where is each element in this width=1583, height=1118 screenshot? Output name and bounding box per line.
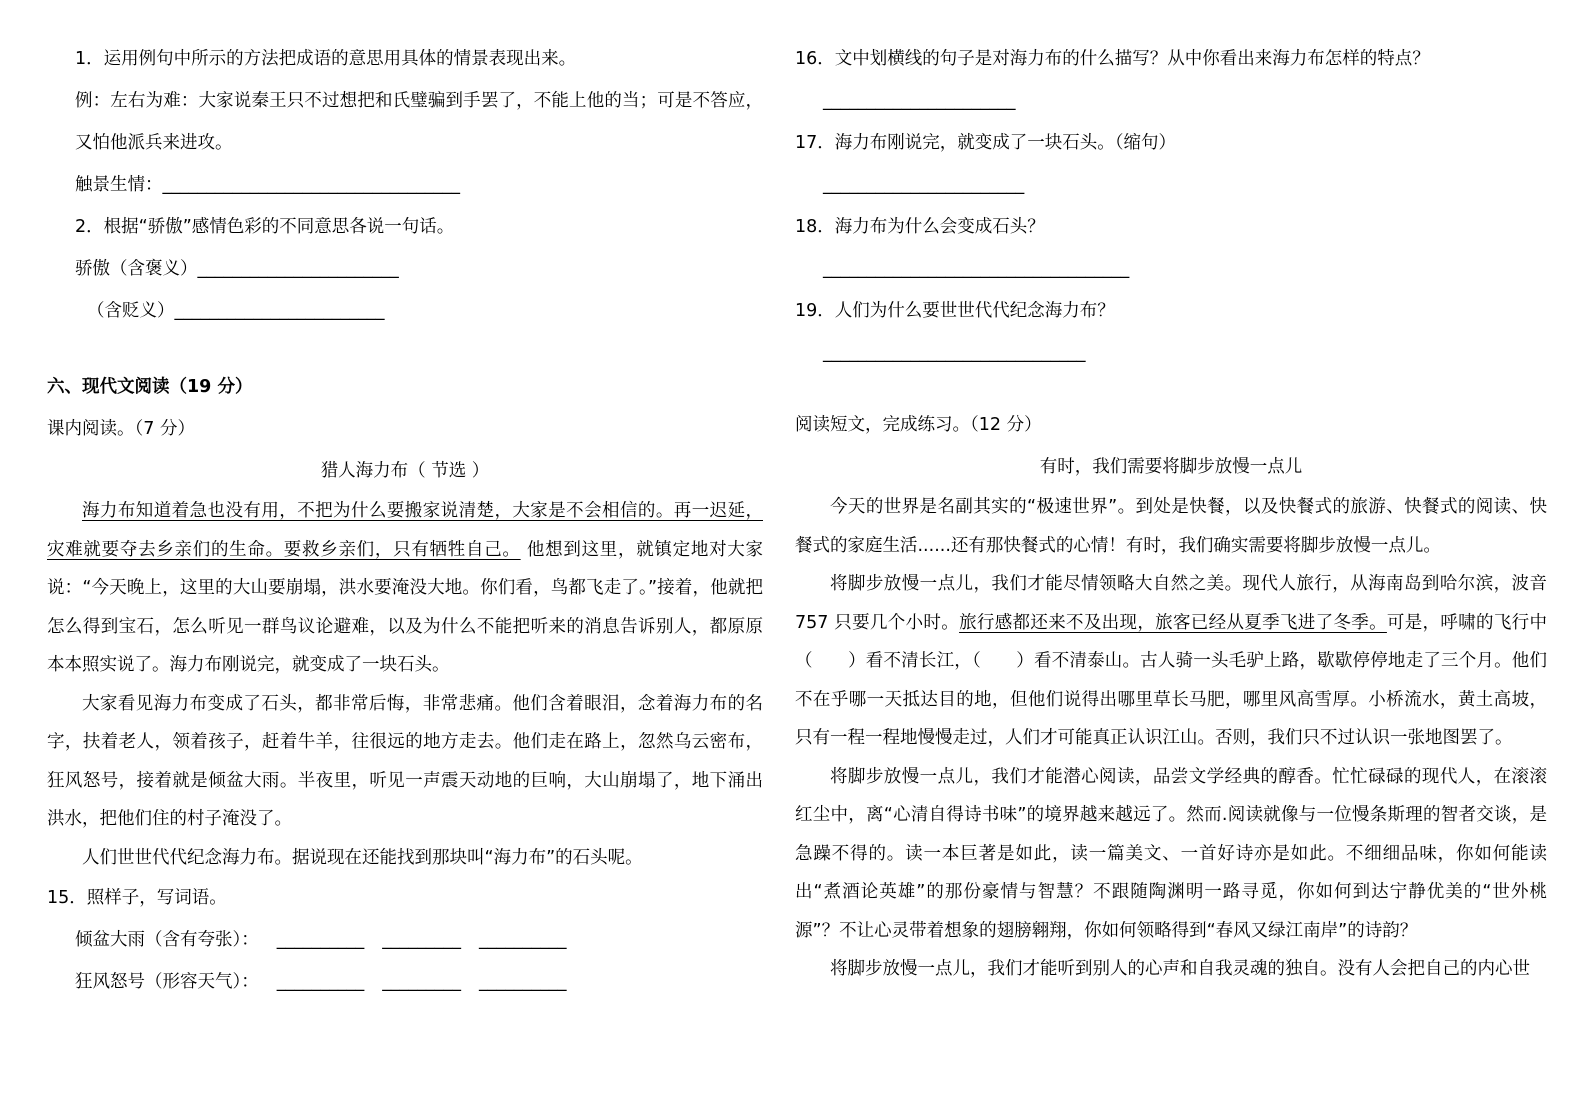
passage-title-hailibu: 猎人海力布（ 节选 ） — [320, 461, 490, 481]
question-18-answer-row — [795, 248, 1547, 290]
paragraph-text: 他想到这里，就镇定地对大家说：“今天晚上，这里的大山要崩塌，洪水要淹没大地。你们看，鸟都飞走了。”接着，他就把怎么得到宝石，怎么听见一群鸟议论避难，以及为什么不能把听来的消息告诉别人，都原原本本照实说了。海力布刚说完，就变成了一块石头。 — [47, 539, 763, 675]
right-column — [795, 38, 1547, 989]
answer-blank: _______________________ — [197, 259, 399, 279]
paragraph-text: 将脚步放慢一点儿，我们才能尽情领略大自然之美。现代人旅行，从海南岛到哈尔滨，波音757 只要几个小时。 — [795, 574, 1547, 633]
left-column — [47, 38, 763, 1003]
question-1-answer-row — [47, 164, 763, 206]
answer-blank: _________ — [382, 972, 461, 992]
question-18-text: 18．海力布为什么会变成石头？ — [795, 217, 1045, 237]
section-heading-modern-reading: 六、现代文阅读（19 分） — [47, 377, 253, 397]
passage-title-slow-down: 有时，我们需要将脚步放慢一点儿 — [1039, 457, 1303, 477]
answer-blank: ______________________ — [823, 91, 1016, 111]
question-15-item-1 — [47, 919, 763, 961]
answer-blank: __________________________________ — [162, 175, 460, 195]
underlined-sentence: 海力布知道着急也没有用，不把为什么要搬家说清楚，大家是不会相信的。再一迟延，灾难就要夺去乡亲们的生命。要救乡亲们，只有牺牲自己。 — [47, 501, 763, 560]
question-19-answer-row — [795, 332, 1547, 374]
paragraph-text: 可是，呼啸的飞行中（ ）看不清长江，（ ）看不清泰山。古人骑一头毛驴上路，歇歇停停地走了三个月。他们不在乎哪一天抵达目的地，但他们说得出哪里草长马肥，哪里风高雪厚。小桥流水，黄土高坡，只有一程一程地慢慢走过，人们才可能真正认识江山。否则，我们只不过认识一张地图罢了。 — [795, 612, 1548, 748]
answer-blank: ______________________________ — [823, 343, 1086, 363]
hailibu-paragraph-2: 大家看见海力布变成了石头，都非常后悔，非常悲痛。他们含着眼泪，念着海力布的名字，扶着老人，领着孩子，赶着牛羊，往很远的地方走去。他们走在路上，忽然乌云密布，狂风怒号，接着就是倾盆大雨。半夜里，听见一声震天动地的巨响，大山崩塌了，地下涌出洪水，把他们住的村子淹没了。 — [47, 693, 763, 829]
answer-blank: __________ — [479, 972, 567, 992]
slowdown-paragraph-2 — [795, 565, 1547, 758]
answer-blank: _______________________ — [823, 175, 1025, 195]
answer-blank: ________________________ — [174, 301, 385, 321]
question-15-item-2 — [47, 961, 763, 1003]
slowdown-paragraph-4: 将脚步放慢一点儿，我们才能听到别人的心声和自我灵魂的独自。没有人会把自己的内心世 — [830, 959, 1530, 979]
subsection-in-class-reading: 课内阅读。（7 分） — [47, 419, 195, 439]
question-2-answer-row-1 — [47, 248, 763, 290]
question-2-text: 2．根据“骄傲”感情色彩的不同意思各说一句话。 — [75, 217, 455, 237]
q15-item-1-label: 倾盆大雨（含有夸张）： — [75, 930, 259, 950]
question-1-example: 例：左右为难：大家说秦王只不过想把和氏璧骗到手罢了，不能上他的当；可是不答应，又怕他派兵来进攻。 — [75, 91, 763, 153]
question-16-answer-row — [795, 80, 1547, 122]
answer-blank: __________ — [479, 930, 567, 950]
question-17-answer-row — [795, 164, 1547, 206]
question-2-answer-row-2 — [47, 290, 763, 332]
hailibu-paragraph-1 — [47, 492, 763, 685]
question-16-text: 16．文中划横线的句子是对海力布的什么描写？从中你看出来海力布怎样的特点？ — [795, 49, 1430, 69]
answer-blank: __________ — [276, 930, 365, 950]
q15-item-2-label: 狂风怒号（形容天气）： — [75, 972, 259, 992]
answer-label: 骄傲（含褒义） — [75, 259, 198, 279]
slowdown-paragraph-3: 将脚步放慢一点儿，我们才能潜心阅读，品尝文学经典的醇香。忙忙碌碌的现代人，在滚滚红尘中，离“心清自得诗书味”的境界越来越远了。然而.阅读就像与一位慢条斯理的智者交谈，是急躁不得的。读一本巨著是如此，读一篇美文、一首好诗亦是如此。不细细品味，你如何能读出“煮酒论英雄”的那份豪情与智慧？不跟随陶渊明一路寻觅，你如何到达宁静优美的“世外桃源”？不让心灵带着想象的翅膀翱翔，你如何领略得到“春风又绿江南岸”的诗韵？ — [795, 766, 1547, 941]
answer-blank: __________ — [276, 972, 365, 992]
question-15-text: 15．照样子，写词语。 — [47, 888, 227, 908]
slowdown-paragraph-1: 今天的世界是名副其实的“极速世界”。到处是快餐，以及快餐式的旅游、快餐式的阅读、快餐式的家庭生活......还有那快餐式的心情！有时，我们确实需要将脚步放慢一点儿。 — [795, 497, 1547, 556]
question-17-text: 17．海力布刚说完，就变成了一块石头。（缩句） — [795, 133, 1177, 153]
answer-blank: ___________________________________ — [823, 259, 1130, 279]
underlined-sentence: 旅行感都还来不及出现，旅客已经从夏季飞进了冬季。 — [959, 612, 1387, 633]
question-1-text: 1．运用例句中所示的方法把成语的意思用具体的情景表现出来。 — [75, 49, 577, 69]
subsection-short-passage-reading: 阅读短文，完成练习。（12 分） — [795, 415, 1042, 435]
answer-label: 触景生情： — [75, 175, 163, 195]
question-19-text: 19．人们为什么要世世代代纪念海力布？ — [795, 301, 1115, 321]
answer-label: （含贬义） — [87, 301, 175, 321]
hailibu-paragraph-3: 人们世世代代纪念海力布。据说现在还能找到那块叫“海力布”的石头呢。 — [82, 847, 643, 868]
answer-blank: _________ — [382, 930, 461, 950]
